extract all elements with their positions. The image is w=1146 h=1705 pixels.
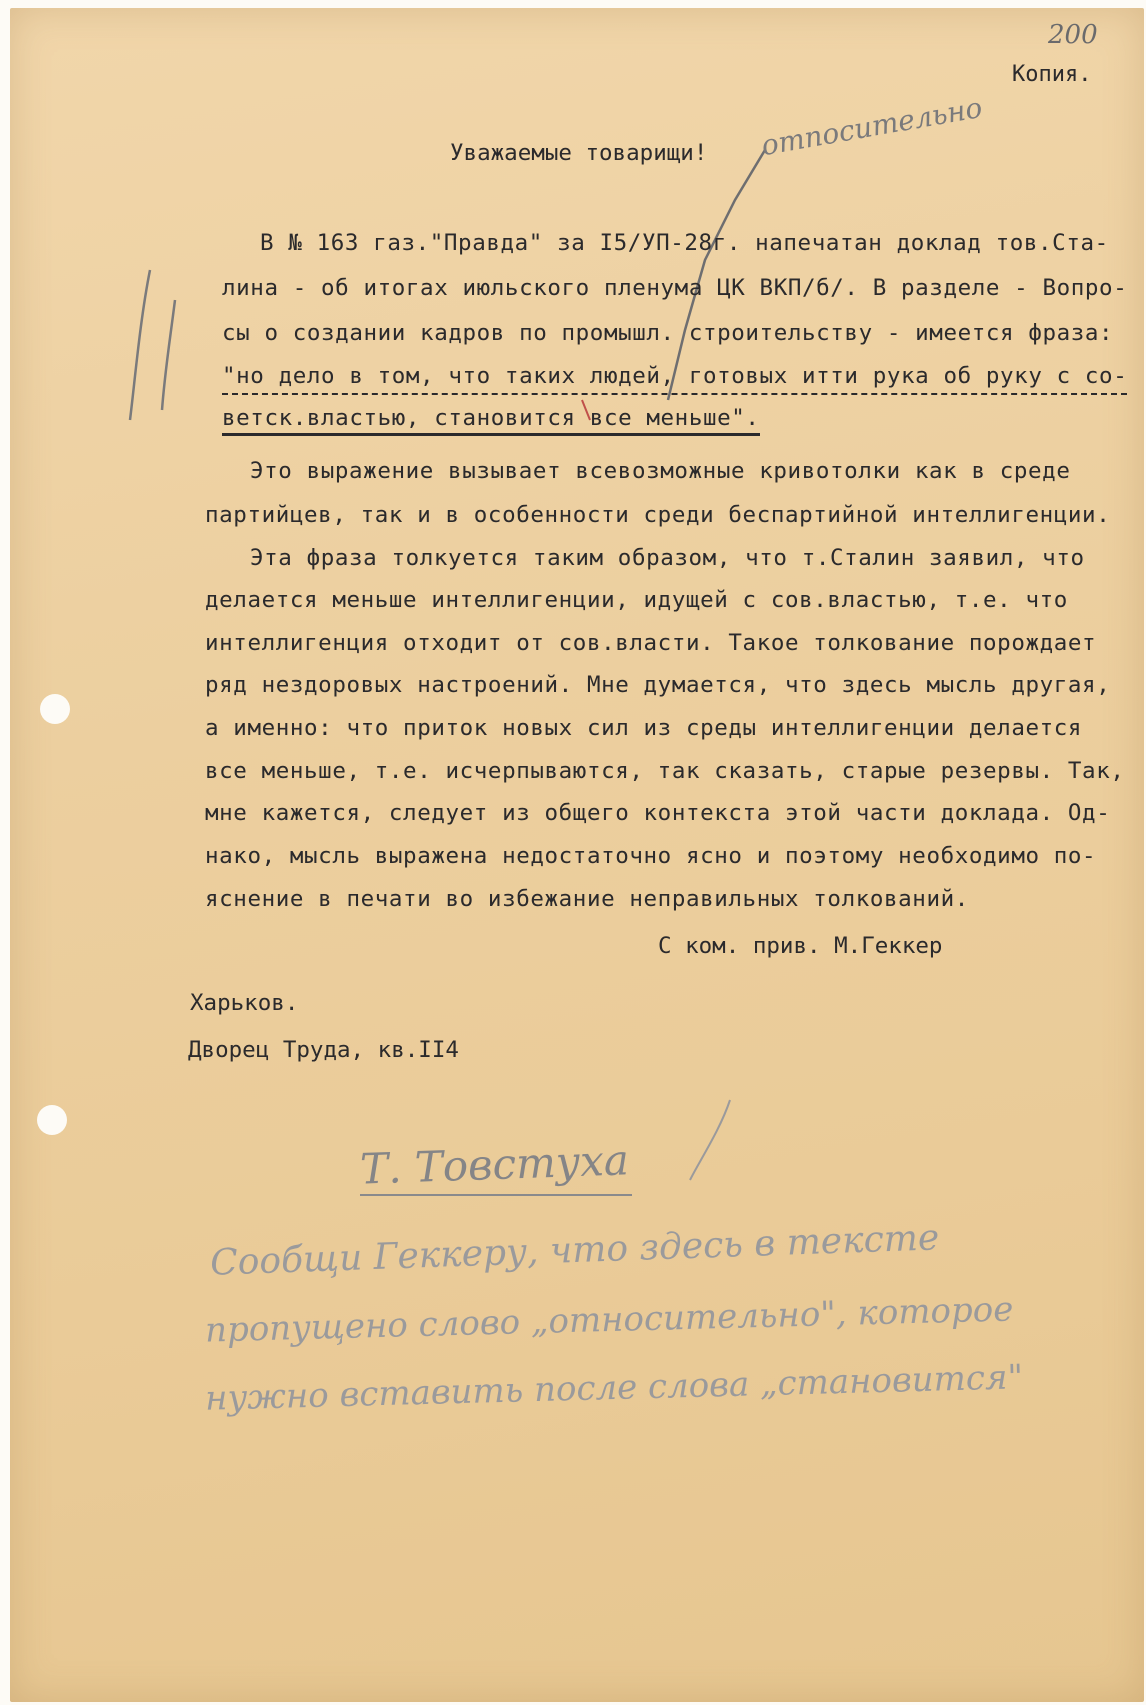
body-line: нако, мысль выражена недостаточно ясно и поэтому необходимо по-: [205, 843, 1097, 869]
margin-note: отпосительно: [758, 90, 985, 163]
body-line: яснение в печати во избежание неправильных толкований.: [205, 886, 969, 912]
address-city: Харьков.: [190, 990, 299, 1016]
address-street: Дворец Труда, кв.II4: [188, 1037, 459, 1063]
addressee-slash: [690, 1100, 730, 1180]
body-line: лина - об итогах июльского пленума ЦК ВКП/б/. В разделе - Вопро-: [222, 275, 1128, 301]
signature: С ком. прив. М.Геккер: [658, 933, 943, 959]
body-line-quoted: ветск.властью, становится все меньше".: [222, 405, 760, 436]
page-number: 200: [1048, 20, 1098, 50]
body-line-quoted: "но дело в том, что таких людей, готовых итти рука об руку с со-: [222, 363, 1127, 395]
body-line: а именно: что приток новых сил из среды интеллигенции делается: [205, 715, 1083, 741]
margin-bracket-mark: [162, 300, 175, 410]
resolution-line: Сообщи Геккеру, что здесь в тексте: [209, 1217, 940, 1284]
body-line: Эта фраза толкуется таким образом, что т.Сталин заявил, что: [250, 545, 1085, 571]
resolution-addressee: Т. Товстуха: [359, 1135, 630, 1194]
body-line: все меньше, т.е. исчерпываются, так сказать, старые резервы. Так,: [205, 758, 1125, 784]
body-line: мне кажется, следует из общего контекста этой части доклада. Од-: [205, 800, 1111, 826]
resolution-line: пропущено слово „относительно", которое: [204, 1289, 1014, 1351]
resolution-line: нужно вставить после слова „становится": [204, 1357, 1024, 1419]
body-line: ряд нездоровых настроений. Мне думается, что здесь мысль другая,: [205, 672, 1111, 698]
copy-label: Копия.: [1012, 62, 1092, 87]
margin-bracket-mark: [130, 270, 150, 420]
body-line: В № 163 газ."Правда" за I5/УП-28г. напечатан доклад тов.Ста-: [260, 230, 1109, 256]
body-line: делается меньше интеллигенции, идущей с сов.властью, т.е. что: [205, 587, 1068, 613]
body-line: интеллигенция отходит от сов.власти. Такое толкование порождает: [205, 630, 1097, 656]
body-line: Это выражение вызывает всевозможные кривотолки как в среде: [250, 458, 1071, 484]
body-line: партийцев, так и в особенности среди беспартийной интеллигенции.: [205, 502, 1111, 528]
body-line: сы о создании кадров по промышл. строительству - имеется фраза:: [222, 320, 1114, 346]
salutation: Уважаемые товарищи!: [450, 140, 708, 166]
